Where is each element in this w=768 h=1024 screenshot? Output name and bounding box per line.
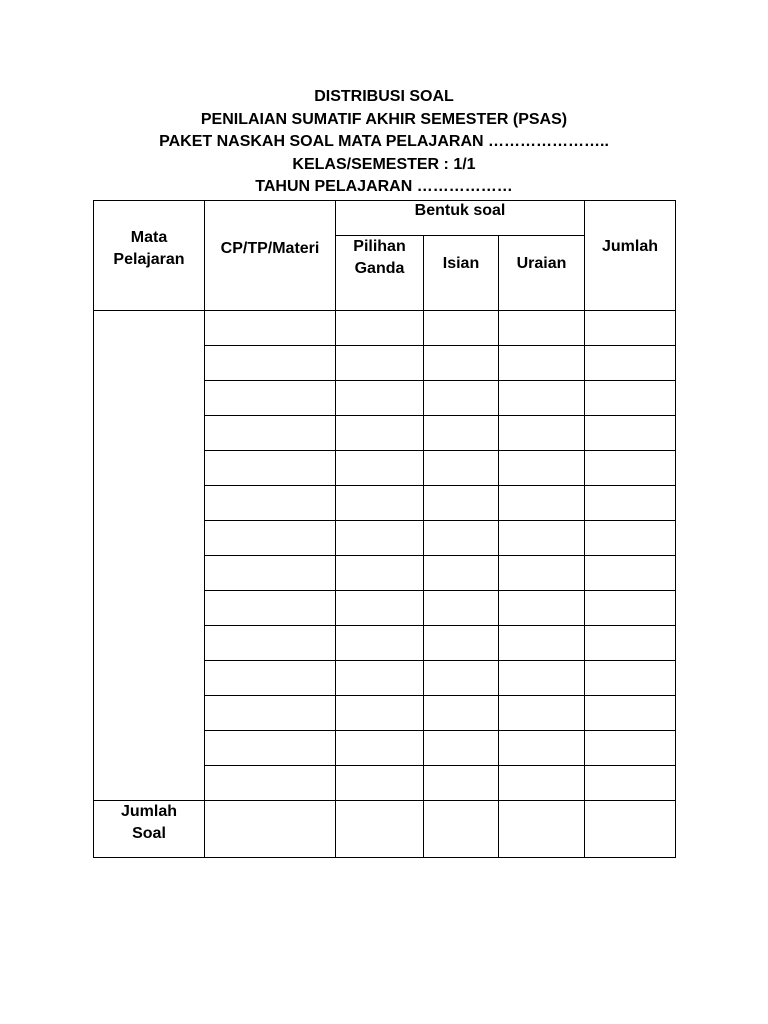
total-label-line1: Jumlah	[120, 803, 177, 820]
jumlah-cell[interactable]	[585, 626, 676, 661]
header-bentuk-soal: Bentuk soal	[336, 201, 585, 236]
uraian-cell[interactable]	[499, 311, 585, 346]
title-distribusi-soal: DISTRIBUSI SOAL	[314, 88, 454, 105]
total-label-cell	[94, 801, 205, 858]
uraian-cell[interactable]	[499, 591, 585, 626]
isian-cell[interactable]	[424, 731, 499, 766]
pilihan-ganda-cell[interactable]	[336, 311, 424, 346]
cp-tp-materi-cell[interactable]	[205, 521, 336, 556]
isian-cell[interactable]	[424, 416, 499, 451]
isian-cell[interactable]	[424, 346, 499, 381]
header-mata-pelajaran-line2: Pelajaran	[113, 250, 185, 268]
distribution-table	[93, 200, 676, 858]
pilihan-ganda-cell[interactable]	[336, 416, 424, 451]
title-paket-naskah: PAKET NASKAH SOAL MATA PELAJARAN …………………..	[159, 133, 609, 150]
pilihan-ganda-cell[interactable]	[336, 661, 424, 696]
total-isian-cell[interactable]	[424, 801, 499, 858]
title-tahun-pelajaran: TAHUN PELAJARAN ………………	[255, 178, 513, 195]
isian-cell[interactable]	[424, 486, 499, 521]
uraian-cell[interactable]	[499, 731, 585, 766]
isian-cell[interactable]	[424, 591, 499, 626]
cp-tp-materi-cell[interactable]	[205, 661, 336, 696]
mata-pelajaran-cell[interactable]	[94, 311, 205, 801]
cp-tp-materi-cell[interactable]	[205, 346, 336, 381]
header-jumlah: Jumlah	[585, 201, 676, 311]
cp-tp-materi-cell[interactable]	[205, 731, 336, 766]
uraian-cell[interactable]	[499, 626, 585, 661]
header-cp-tp-materi: CP/TP/Materi	[205, 201, 336, 311]
jumlah-cell[interactable]	[585, 766, 676, 801]
total-cp-cell[interactable]	[205, 801, 336, 858]
title-psas: PENILAIAN SUMATIF AKHIR SEMESTER (PSAS)	[200, 110, 568, 128]
header-row-top	[94, 201, 676, 236]
header-pilihan-ganda	[336, 236, 424, 311]
isian-cell[interactable]	[424, 661, 499, 696]
cp-tp-materi-cell[interactable]	[205, 416, 336, 451]
pilihan-ganda-cell[interactable]	[336, 521, 424, 556]
document-title-block	[0, 86, 768, 199]
header-pilihan-ganda-line2: Ganda	[354, 260, 405, 277]
pilihan-ganda-cell[interactable]	[336, 381, 424, 416]
jumlah-cell[interactable]	[585, 521, 676, 556]
isian-cell[interactable]	[424, 311, 499, 346]
total-label-line2: Soal	[132, 825, 166, 842]
pilihan-ganda-cell[interactable]	[336, 556, 424, 591]
uraian-cell[interactable]	[499, 766, 585, 801]
jumlah-cell[interactable]	[585, 556, 676, 591]
total-pilihan-ganda-cell[interactable]	[336, 801, 424, 858]
isian-cell[interactable]	[424, 696, 499, 731]
title-kelas-semester: KELAS/SEMESTER : 1/1	[292, 155, 476, 173]
jumlah-cell[interactable]	[585, 346, 676, 381]
header-mata-pelajaran	[94, 201, 205, 311]
jumlah-cell[interactable]	[585, 381, 676, 416]
total-row	[94, 801, 676, 858]
cp-tp-materi-cell[interactable]	[205, 311, 336, 346]
table-row	[94, 311, 676, 346]
uraian-cell[interactable]	[499, 521, 585, 556]
isian-cell[interactable]	[424, 766, 499, 801]
jumlah-cell[interactable]	[585, 311, 676, 346]
pilihan-ganda-cell[interactable]	[336, 486, 424, 521]
jumlah-cell[interactable]	[585, 661, 676, 696]
header-pilihan-ganda-line1: Pilihan	[353, 238, 406, 255]
pilihan-ganda-cell[interactable]	[336, 696, 424, 731]
pilihan-ganda-cell[interactable]	[336, 451, 424, 486]
uraian-cell[interactable]	[499, 451, 585, 486]
cp-tp-materi-cell[interactable]	[205, 486, 336, 521]
pilihan-ganda-cell[interactable]	[336, 591, 424, 626]
cp-tp-materi-cell[interactable]	[205, 451, 336, 486]
uraian-cell[interactable]	[499, 346, 585, 381]
header-mata-pelajaran-line1: Mata	[130, 228, 168, 246]
cp-tp-materi-cell[interactable]	[205, 626, 336, 661]
cp-tp-materi-cell[interactable]	[205, 591, 336, 626]
jumlah-cell[interactable]	[585, 731, 676, 766]
pilihan-ganda-cell[interactable]	[336, 346, 424, 381]
cp-tp-materi-cell[interactable]	[205, 696, 336, 731]
jumlah-cell[interactable]	[585, 451, 676, 486]
total-uraian-cell[interactable]	[499, 801, 585, 858]
uraian-cell[interactable]	[499, 661, 585, 696]
isian-cell[interactable]	[424, 521, 499, 556]
jumlah-cell[interactable]	[585, 486, 676, 521]
table-body	[94, 311, 676, 858]
uraian-cell[interactable]	[499, 696, 585, 731]
isian-cell[interactable]	[424, 556, 499, 591]
uraian-cell[interactable]	[499, 381, 585, 416]
jumlah-cell[interactable]	[585, 416, 676, 451]
jumlah-cell[interactable]	[585, 696, 676, 731]
cp-tp-materi-cell[interactable]	[205, 381, 336, 416]
uraian-cell[interactable]	[499, 486, 585, 521]
header-uraian: Uraian	[499, 236, 585, 311]
jumlah-cell[interactable]	[585, 591, 676, 626]
isian-cell[interactable]	[424, 381, 499, 416]
isian-cell[interactable]	[424, 451, 499, 486]
total-jumlah-cell[interactable]	[585, 801, 676, 858]
pilihan-ganda-cell[interactable]	[336, 766, 424, 801]
uraian-cell[interactable]	[499, 556, 585, 591]
uraian-cell[interactable]	[499, 416, 585, 451]
cp-tp-materi-cell[interactable]	[205, 766, 336, 801]
pilihan-ganda-cell[interactable]	[336, 626, 424, 661]
pilihan-ganda-cell[interactable]	[336, 731, 424, 766]
header-isian: Isian	[424, 236, 499, 311]
isian-cell[interactable]	[424, 626, 499, 661]
cp-tp-materi-cell[interactable]	[205, 556, 336, 591]
